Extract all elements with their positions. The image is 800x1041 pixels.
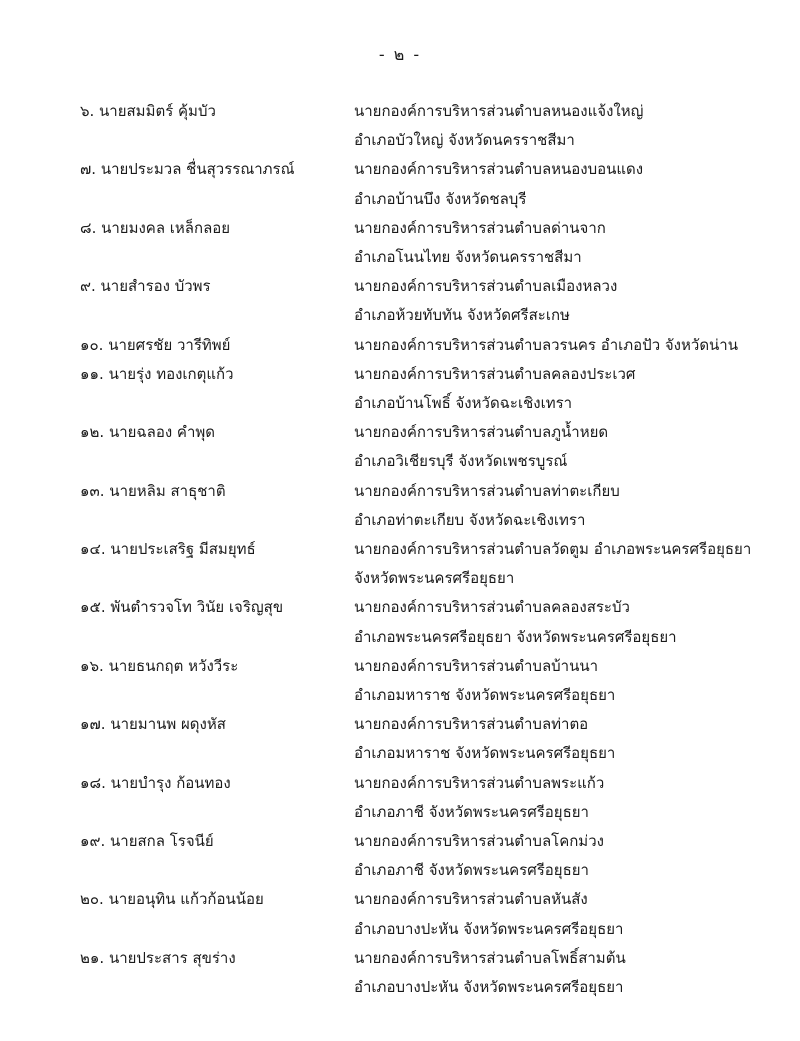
position-line: อำเภอห้วยทับทัน จังหวัดศรีสะเกษ — [354, 306, 570, 325]
position-line: อำเภอบางปะหัน จังหวัดพระนครศรีอยุธยา — [354, 919, 624, 938]
position-line: นายกองค์การบริหารส่วนตำบลวัดตูม อำเภอพระนครศรีอยุธยา — [354, 540, 752, 559]
position-line: นายกองค์การบริหารส่วนตำบลท่าตอ — [354, 715, 589, 734]
person-name: ๘. นายมงคล เหล็กลอย — [80, 218, 231, 237]
person-name: ๗. นายประมวล ชื่นสุวรรณาภรณ์ — [80, 160, 295, 179]
person-name: ๒๐. นายอนุทิน แก้วก้อนน้อย — [80, 890, 264, 909]
list-item — [0, 331, 800, 360]
list-item — [0, 827, 800, 885]
person-name: ๖. นายสมมิตร์ คุ้มบัว — [80, 102, 216, 120]
position-line: นายกองค์การบริหารส่วนตำบลท่าตะเกียบ — [354, 481, 620, 500]
person-name: ๑๕. พันตำรวจโท วินัย เจริญสุข — [80, 598, 284, 617]
page-number: - ๒ - — [378, 45, 422, 64]
list-item — [0, 944, 800, 1002]
position-line: อำเภอภาชี จังหวัดพระนครศรีอยุธยา — [354, 802, 589, 821]
person-name: ๑๐. นายศรชัย วารีทิพย์ — [80, 335, 231, 354]
position-text — [354, 477, 794, 535]
person-name: ๑๖. นายธนกฤต หวังวีระ — [80, 656, 239, 675]
position-line: นายกองค์การบริหารส่วนตำบลคลองสระบัว — [354, 598, 630, 617]
position-line: อำเภอท่าตะเกียบ จังหวัดฉะเชิงเทรา — [354, 510, 586, 529]
list-item — [0, 97, 800, 155]
list-item — [0, 593, 800, 651]
position-line: อำเภอมหาราช จังหวัดพระนครศรีอยุธยา — [354, 686, 616, 705]
person-name: ๑๙. นายสกล โรจนีย์ — [80, 832, 214, 851]
list-item — [0, 769, 800, 827]
position-text — [354, 885, 794, 943]
position-text — [354, 331, 794, 360]
position-line: นายกองค์การบริหารส่วนตำบลโคกม่วง — [354, 832, 604, 851]
position-text — [354, 155, 794, 213]
appointee-list — [0, 97, 800, 1002]
position-line: นายกองค์การบริหารส่วนตำบลหันสัง — [354, 890, 588, 909]
position-line: อำเภอบ้านโพธิ์ จังหวัดฉะเชิงเทรา — [354, 394, 573, 413]
position-line: อำเภอบ้านบึง จังหวัดชลบุรี — [354, 189, 527, 208]
list-item — [0, 885, 800, 943]
position-text — [354, 593, 794, 651]
person-name: ๙. นายสำรอง บัวพร — [80, 277, 211, 296]
position-line: นายกองค์การบริหารส่วนตำบลภูน้ำหยด — [354, 423, 609, 442]
position-line: นายกองค์การบริหารส่วนตำบลวรนคร อำเภอปัว จังหวัดน่าน — [354, 335, 738, 354]
position-line: จังหวัดพระนครศรีอยุธยา — [354, 569, 515, 588]
position-text — [354, 535, 794, 593]
position-text — [354, 652, 794, 710]
list-item — [0, 360, 800, 418]
position-text — [354, 214, 794, 272]
position-text — [354, 944, 794, 1002]
position-line: อำเภอโนนไทย จังหวัดนครราชสีมา — [354, 248, 582, 267]
person-name: ๑๑. นายรุ่ง ทองเกตุแก้ว — [80, 364, 234, 383]
position-text — [354, 827, 794, 885]
position-line: อำเภอมหาราช จังหวัดพระนครศรีอยุธยา — [354, 744, 616, 763]
position-text — [354, 360, 794, 418]
position-text — [354, 272, 794, 330]
list-item — [0, 652, 800, 710]
list-item — [0, 535, 800, 593]
position-text — [354, 710, 794, 768]
position-text — [354, 418, 794, 476]
person-name: ๑๓. นายหลิม สาธุชาติ — [80, 481, 226, 500]
person-name: ๑๘. นายบำรุง ก้อนทอง — [80, 773, 231, 792]
position-line: นายกองค์การบริหารส่วนตำบลคลองประเวศ — [354, 364, 636, 383]
position-text — [354, 769, 794, 827]
position-line: นายกองค์การบริหารส่วนตำบลด่านจาก — [354, 218, 606, 237]
position-line: นายกองค์การบริหารส่วนตำบลบ้านนา — [354, 656, 599, 675]
position-line: อำเภอภาชี จังหวัดพระนครศรีอยุธยา — [354, 861, 589, 880]
position-line: อำเภอบางปะหัน จังหวัดพระนครศรีอยุธยา — [354, 978, 624, 997]
list-item — [0, 272, 800, 330]
person-name: ๑๔. นายประเสริฐ มีสมยุทธ์ — [80, 540, 256, 559]
list-item — [0, 477, 800, 535]
position-line: นายกองค์การบริหารส่วนตำบลพระแก้ว — [354, 773, 605, 792]
list-item — [0, 418, 800, 476]
position-line: นายกองค์การบริหารส่วนตำบลหนองแจ้งใหญ่ — [354, 102, 644, 120]
person-name: ๑๒. นายฉลอง คำพุด — [80, 423, 216, 442]
person-name: ๑๗. นายมานพ ผดุงหัส — [80, 715, 226, 734]
person-name: ๒๑. นายประสาร สุขร่าง — [80, 948, 236, 967]
position-line: อำเภอวิเชียรบุรี จังหวัดเพชรบูรณ์ — [354, 452, 568, 471]
position-line: นายกองค์การบริหารส่วนตำบลเมืองหลวง — [354, 277, 618, 296]
position-text — [354, 97, 794, 155]
list-item — [0, 214, 800, 272]
position-line: อำเภอบัวใหญ่ จังหวัดนครราชสีมา — [354, 131, 575, 150]
list-item — [0, 710, 800, 768]
position-line: อำเภอพระนครศรีอยุธยา จังหวัดพระนครศรีอยุธยา — [354, 627, 677, 646]
position-line: นายกองค์การบริหารส่วนตำบลโพธิ์สามต้น — [354, 948, 626, 967]
position-line: นายกองค์การบริหารส่วนตำบลหนองบอนแดง — [354, 160, 644, 179]
list-item — [0, 155, 800, 213]
